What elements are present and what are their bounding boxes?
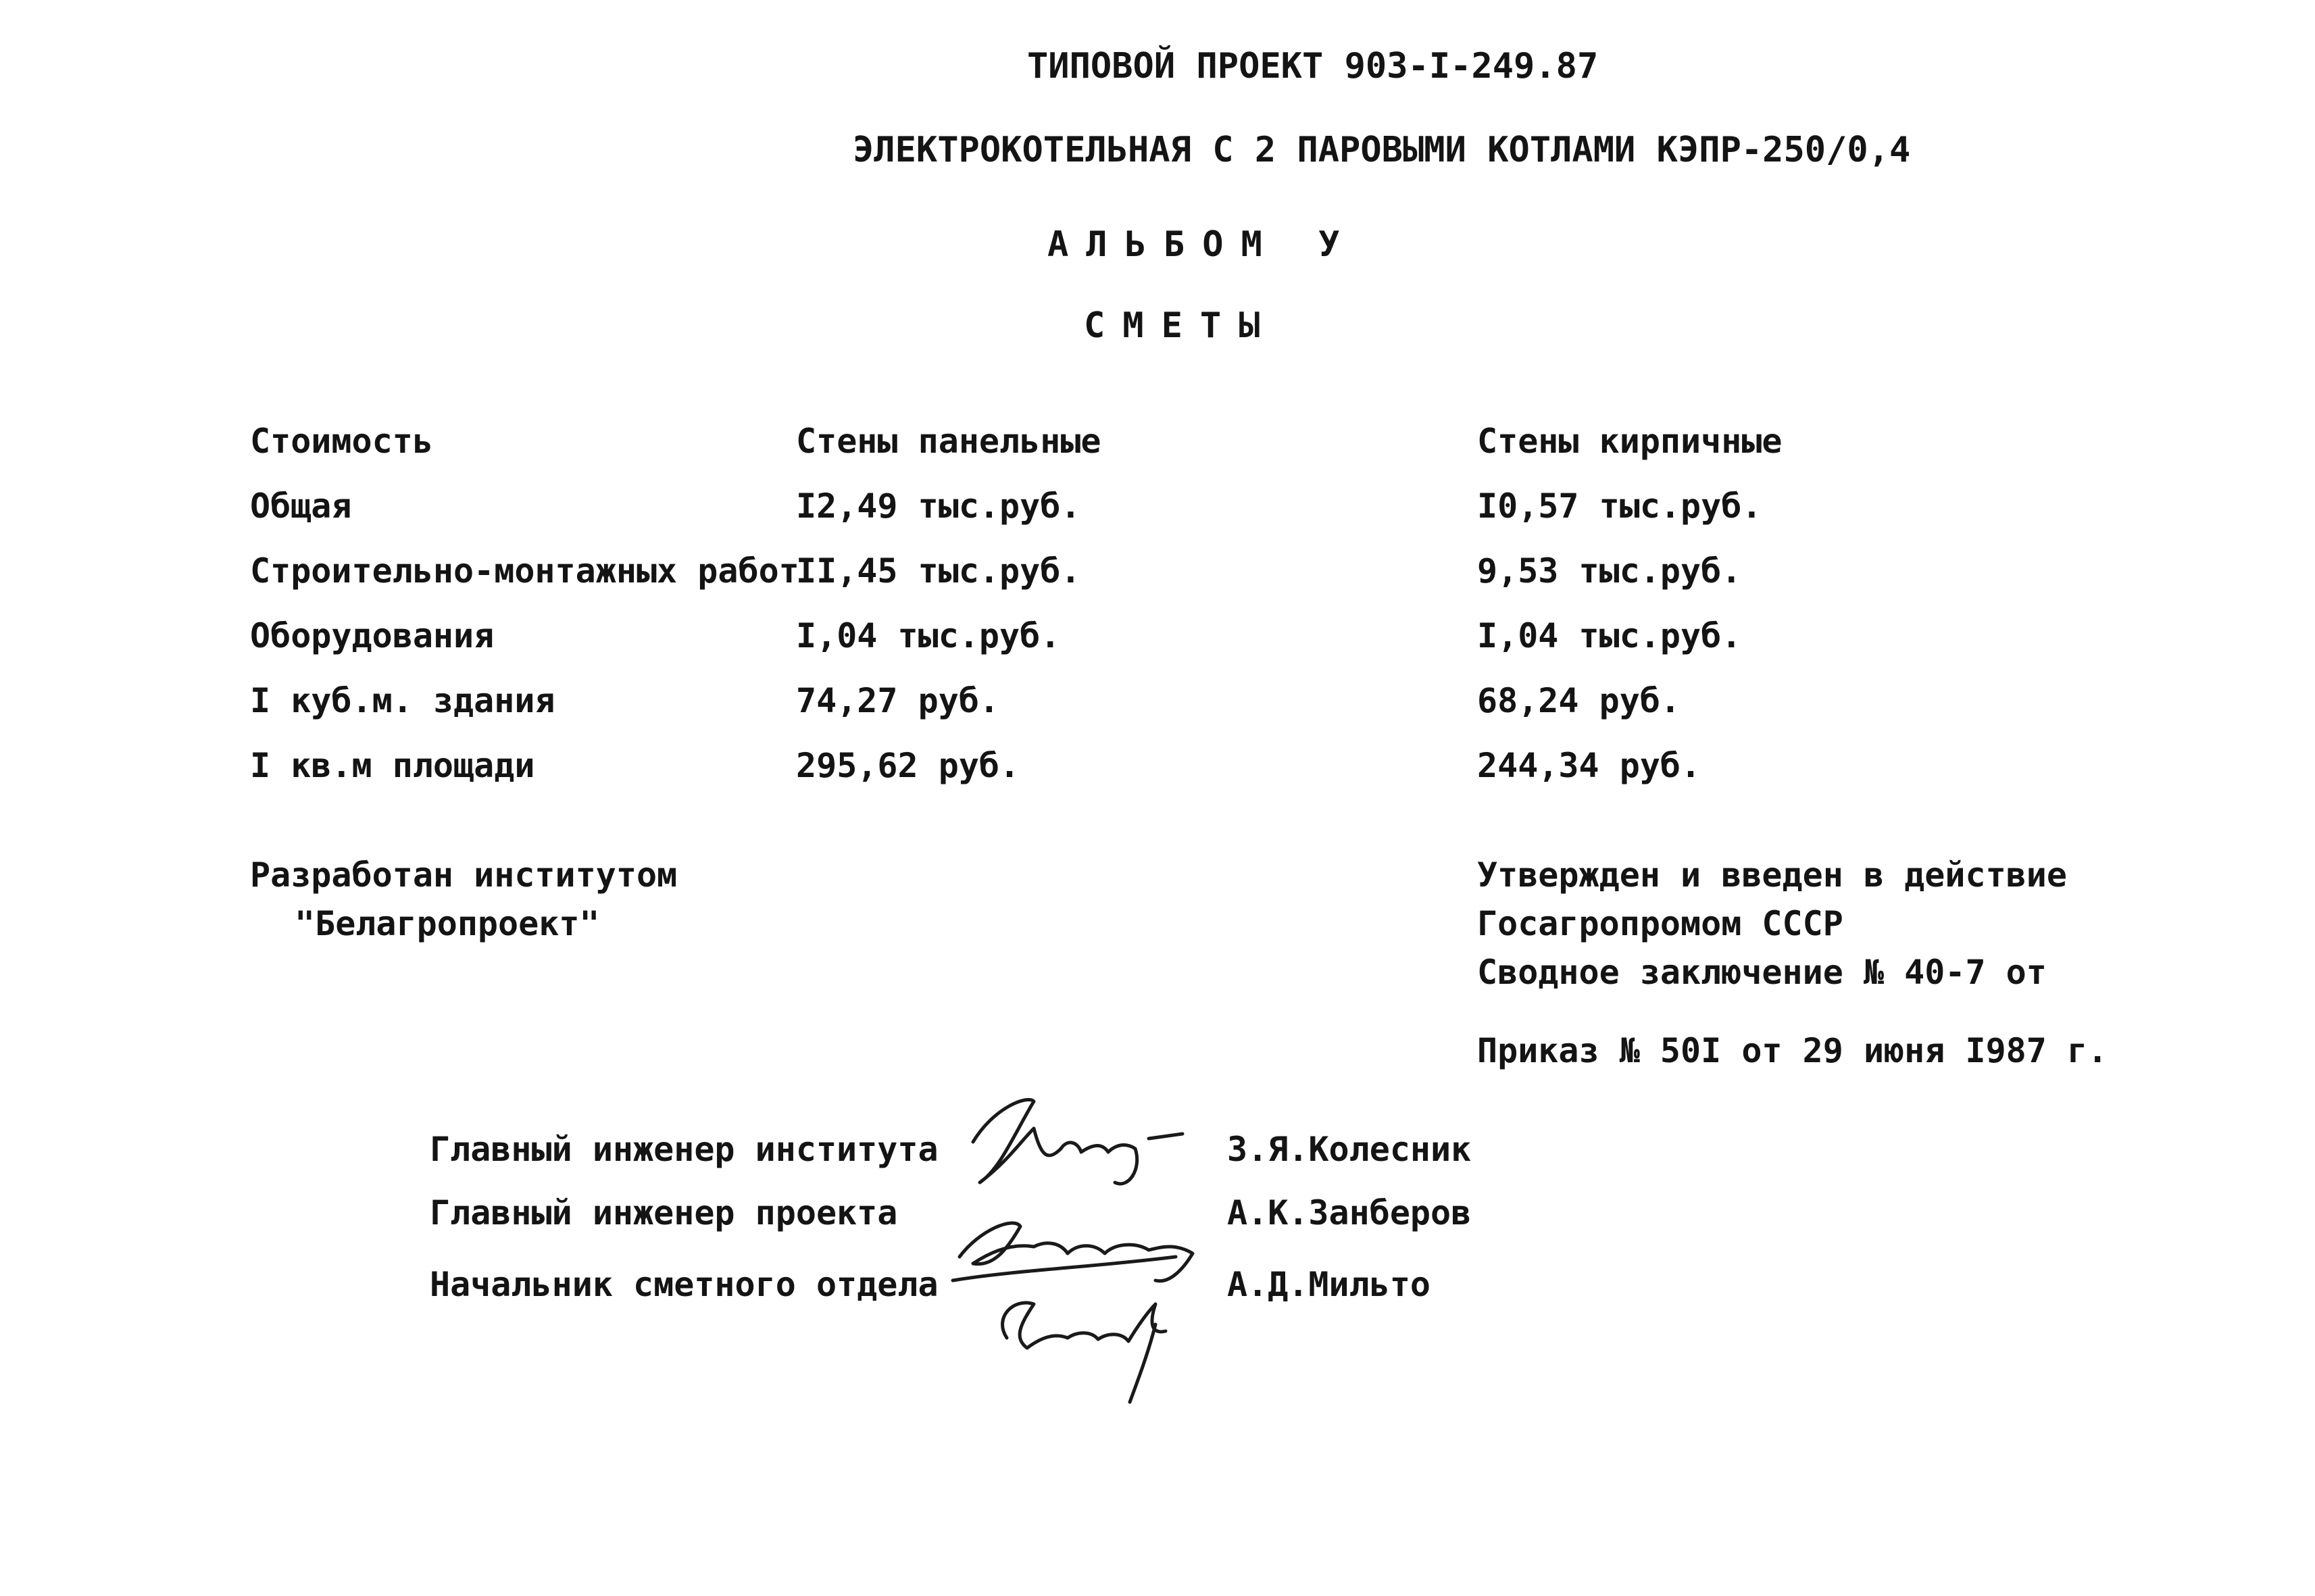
approval-line4: Приказ № 50I от 29 июня I987 г. (1477, 1031, 2108, 1070)
row-label: Общая (250, 487, 352, 526)
developer-line2: "Белагропроект" (295, 904, 600, 943)
developer-line1: Разработан институтом (250, 855, 678, 895)
column-header-brick: Стены кирпичные (1477, 422, 1783, 461)
section-label: СМЕТЫ (1084, 305, 1278, 346)
panel-value: II,45 тыс.руб. (796, 551, 1081, 591)
signature-2-underline (953, 1257, 1176, 1280)
column-header-cost: Стоимость (250, 422, 433, 461)
signature-3-stroke (1003, 1303, 1166, 1348)
project-number: ТИПОВОЙ ПРОЕКТ 903-I-249.87 (1027, 46, 1599, 86)
signature-3-tail (1130, 1324, 1155, 1402)
signatory-name: А.К.Занберов (1227, 1193, 1472, 1232)
panel-value: 74,27 руб. (796, 681, 1000, 720)
signatory-role: Главный инженер института (430, 1130, 939, 1169)
signature-1-dash (1149, 1134, 1183, 1139)
approval-line1: Утвержден и введен в действие (1477, 855, 2067, 895)
signatory-role: Главный инженер проекта (430, 1193, 898, 1232)
signatory-name: З.Я.Колесник (1227, 1130, 1472, 1169)
approval-line3: Сводное заключение № 40-7 от (1477, 953, 2047, 992)
document-title: ЭЛЕКТРОКОТЕЛЬНАЯ С 2 ПАРОВЫМИ КОТЛАМИ КЭПР-250/0,4 (853, 130, 1911, 170)
brick-value: 244,34 руб. (1477, 746, 1701, 785)
panel-value: 295,62 руб. (796, 746, 1020, 785)
brick-value: 9,53 тыс.руб. (1477, 551, 1742, 591)
signature-1-stroke (973, 1100, 1137, 1184)
column-header-panel: Стены панельные (796, 422, 1101, 461)
panel-value: I,04 тыс.руб. (796, 616, 1061, 655)
brick-value: I0,57 тыс.руб. (1477, 487, 1762, 526)
signature-2-stroke (960, 1223, 1193, 1281)
brick-value: 68,24 руб. (1477, 681, 1681, 720)
signatory-role: Начальник сметного отдела (430, 1265, 939, 1304)
row-label: I куб.м. здания (250, 681, 555, 720)
handwritten-signatures (932, 1081, 1203, 1405)
approval-line2: Госагропромом СССР (1477, 904, 1843, 943)
row-label: I кв.м площади (250, 746, 535, 785)
row-label: Оборудования (250, 616, 495, 655)
album-label: АЛЬБОМ У (1047, 224, 1358, 265)
row-label: Строительно-монтажных работ (250, 551, 799, 591)
signatory-name: А.Д.Мильто (1227, 1265, 1431, 1304)
brick-value: I,04 тыс.руб. (1477, 616, 1742, 655)
panel-value: I2,49 тыс.руб. (796, 487, 1081, 526)
